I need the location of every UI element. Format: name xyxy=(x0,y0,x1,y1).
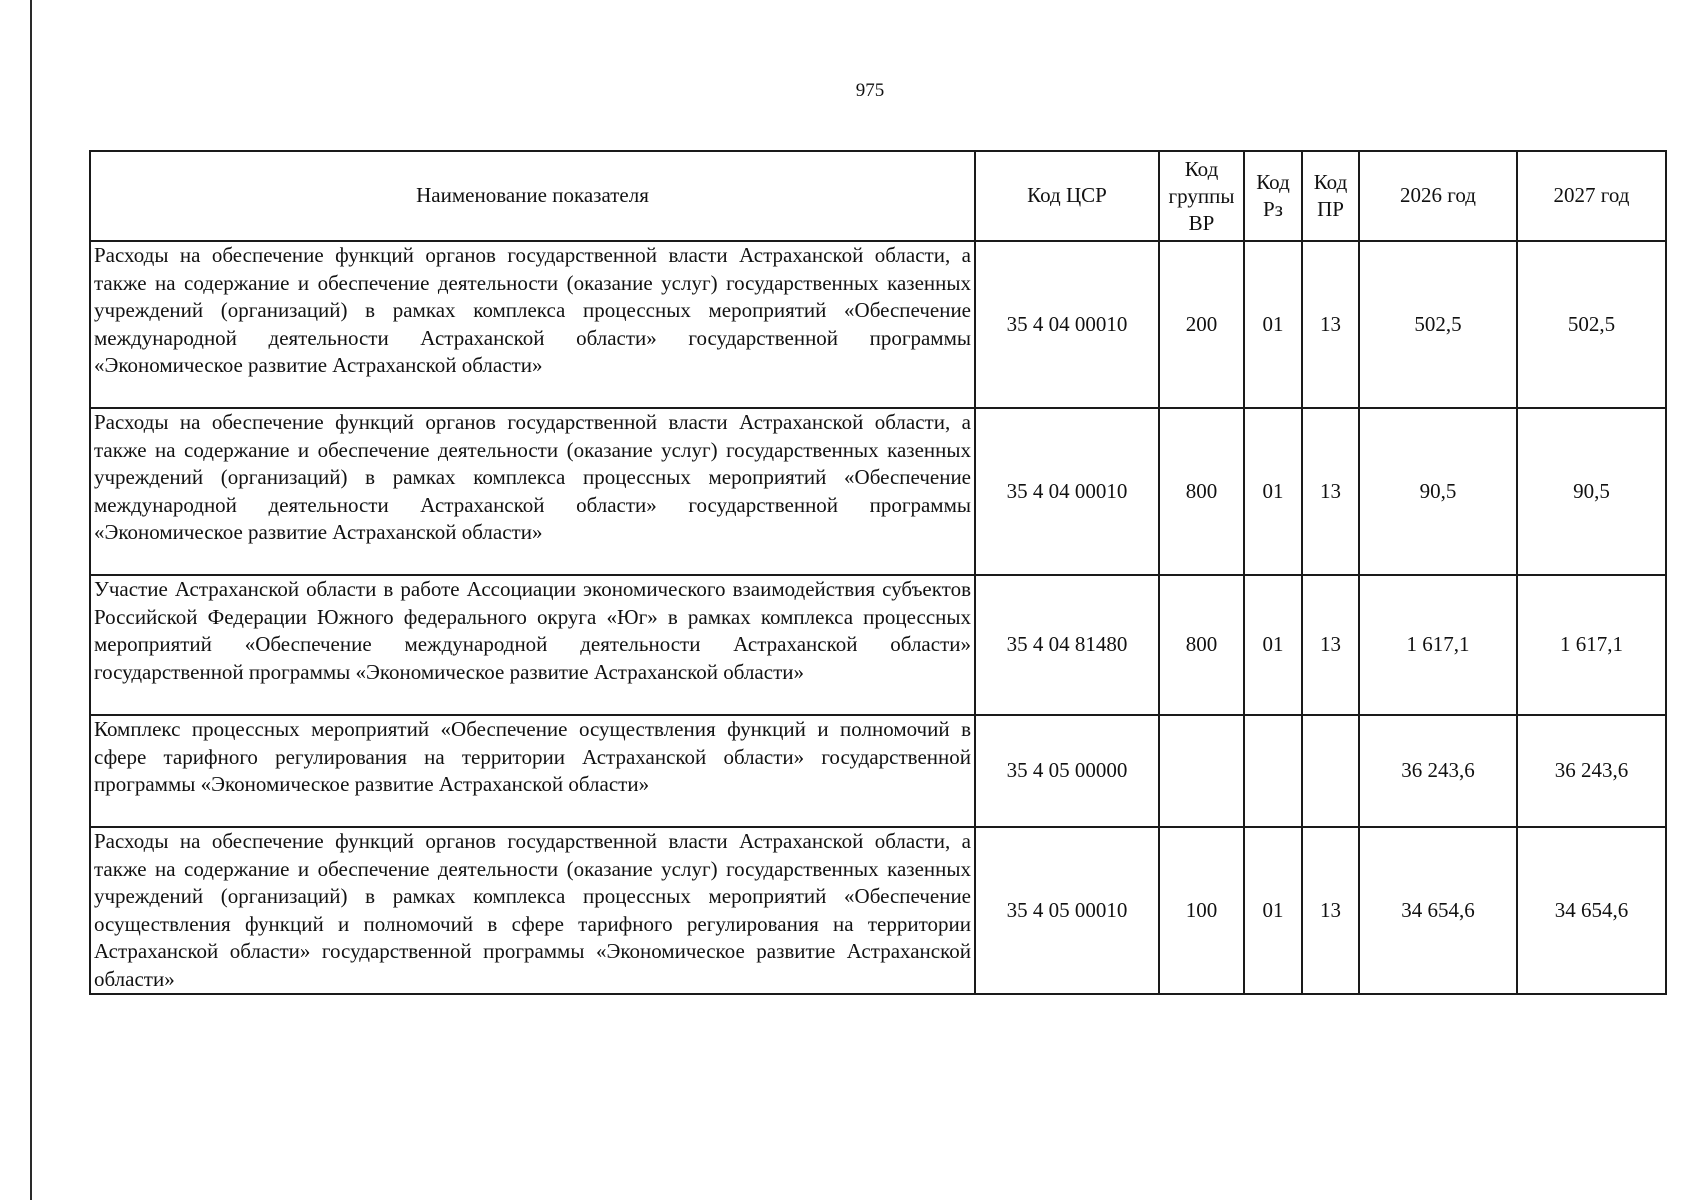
row-vr xyxy=(1159,715,1244,827)
header-pr xyxy=(1302,151,1359,241)
table-row xyxy=(90,827,1666,994)
row-2027: 90,5 xyxy=(1517,408,1666,575)
row-rz xyxy=(1244,715,1302,827)
row-2027: 34 654,6 xyxy=(1517,827,1666,994)
row-csr: 35 4 04 81480 xyxy=(975,575,1159,715)
header-csr: Код ЦСР xyxy=(975,151,1159,241)
table-header-row xyxy=(90,151,1666,241)
row-pr: 13 xyxy=(1302,827,1359,994)
row-csr: 35 4 04 00010 xyxy=(975,408,1159,575)
row-2027: 36 243,6 xyxy=(1517,715,1666,827)
row-2026: 1 617,1 xyxy=(1359,575,1517,715)
row-2027: 1 617,1 xyxy=(1517,575,1666,715)
header-rz-line1: Код xyxy=(1256,170,1290,194)
header-rz xyxy=(1244,151,1302,241)
row-rz: 01 xyxy=(1244,241,1302,408)
row-csr: 35 4 05 00010 xyxy=(975,827,1159,994)
header-vr-line1: Код xyxy=(1184,156,1219,181)
table-row xyxy=(90,408,1666,575)
row-name: Расходы на обеспечение функций органов государственной власти Астраханской области, а также на содержание и обеспечение деятельности (оказание услуг) государственных казенных учреждений (организаций) в рамках комплекса процессных мероприятий «Обеспечение международной деятельности Астраханской области» государственной программы «Экономическое развитие Астраханской области» xyxy=(90,408,975,575)
row-name: Комплекс процессных мероприятий «Обеспечение осуществления функций и полномочий в сфере тарифного регулирования на территории Астраханской области» государственной программы «Экономическое развитие Астраханской области» xyxy=(90,715,975,827)
row-2026: 90,5 xyxy=(1359,408,1517,575)
table-row xyxy=(90,715,1666,827)
row-2026: 36 243,6 xyxy=(1359,715,1517,827)
row-vr: 200 xyxy=(1159,241,1244,408)
header-pr-line1: Код xyxy=(1313,170,1348,194)
table-row xyxy=(90,575,1666,715)
row-pr: 13 xyxy=(1302,575,1359,715)
row-rz: 01 xyxy=(1244,827,1302,994)
budget-table xyxy=(89,150,1667,995)
row-2026: 502,5 xyxy=(1359,241,1517,408)
table-row xyxy=(90,241,1666,408)
header-rz-line2: Рз xyxy=(1263,197,1283,221)
header-name: Наименование показателя xyxy=(90,151,975,241)
row-name: Участие Астраханской области в работе Ассоциации экономического взаимодействия субъектов Российской Федерации Южного федерального округа «Юг» в рамках комплекса процессных мероприятий «Обеспечение международной деятельности Астраханской области» государственной программы «Экономическое развитие Астраханской области» xyxy=(90,575,975,715)
row-vr: 100 xyxy=(1159,827,1244,994)
header-pr-line2: ПР xyxy=(1317,197,1344,221)
row-vr: 800 xyxy=(1159,575,1244,715)
row-pr: 13 xyxy=(1302,241,1359,408)
binding-line xyxy=(30,0,32,1200)
row-pr: 13 xyxy=(1302,408,1359,575)
row-2026: 34 654,6 xyxy=(1359,827,1517,994)
row-pr xyxy=(1302,715,1359,827)
header-vr-line3: ВР xyxy=(1188,210,1215,235)
row-rz: 01 xyxy=(1244,408,1302,575)
row-name: Расходы на обеспечение функций органов государственной власти Астраханской области, а также на содержание и обеспечение деятельности (оказание услуг) государственных казенных учреждений (организаций) в рамках комплекса процессных мероприятий «Обеспечение осуществления функций и полномочий в сфере тарифного регулирования на территории Астраханской области» государственной программы «Экономическое развитие Астраханской области» xyxy=(90,827,975,994)
row-csr: 35 4 05 00000 xyxy=(975,715,1159,827)
row-2027: 502,5 xyxy=(1517,241,1666,408)
row-rz: 01 xyxy=(1244,575,1302,715)
row-vr: 800 xyxy=(1159,408,1244,575)
page-number: 975 xyxy=(855,80,885,101)
header-vr-line2: группы xyxy=(1168,183,1235,208)
row-name: Расходы на обеспечение функций органов государственной власти Астраханской области, а также на содержание и обеспечение деятельности (оказание услуг) государственных казенных учреждений (организаций) в рамках комплекса процессных мероприятий «Обеспечение международной деятельности Астраханской области» государственной программы «Экономическое развитие Астраханской области» xyxy=(90,241,975,408)
header-2026: 2026 год xyxy=(1359,151,1517,241)
header-vr xyxy=(1159,151,1244,241)
header-2027: 2027 год xyxy=(1517,151,1666,241)
row-csr: 35 4 04 00010 xyxy=(975,241,1159,408)
